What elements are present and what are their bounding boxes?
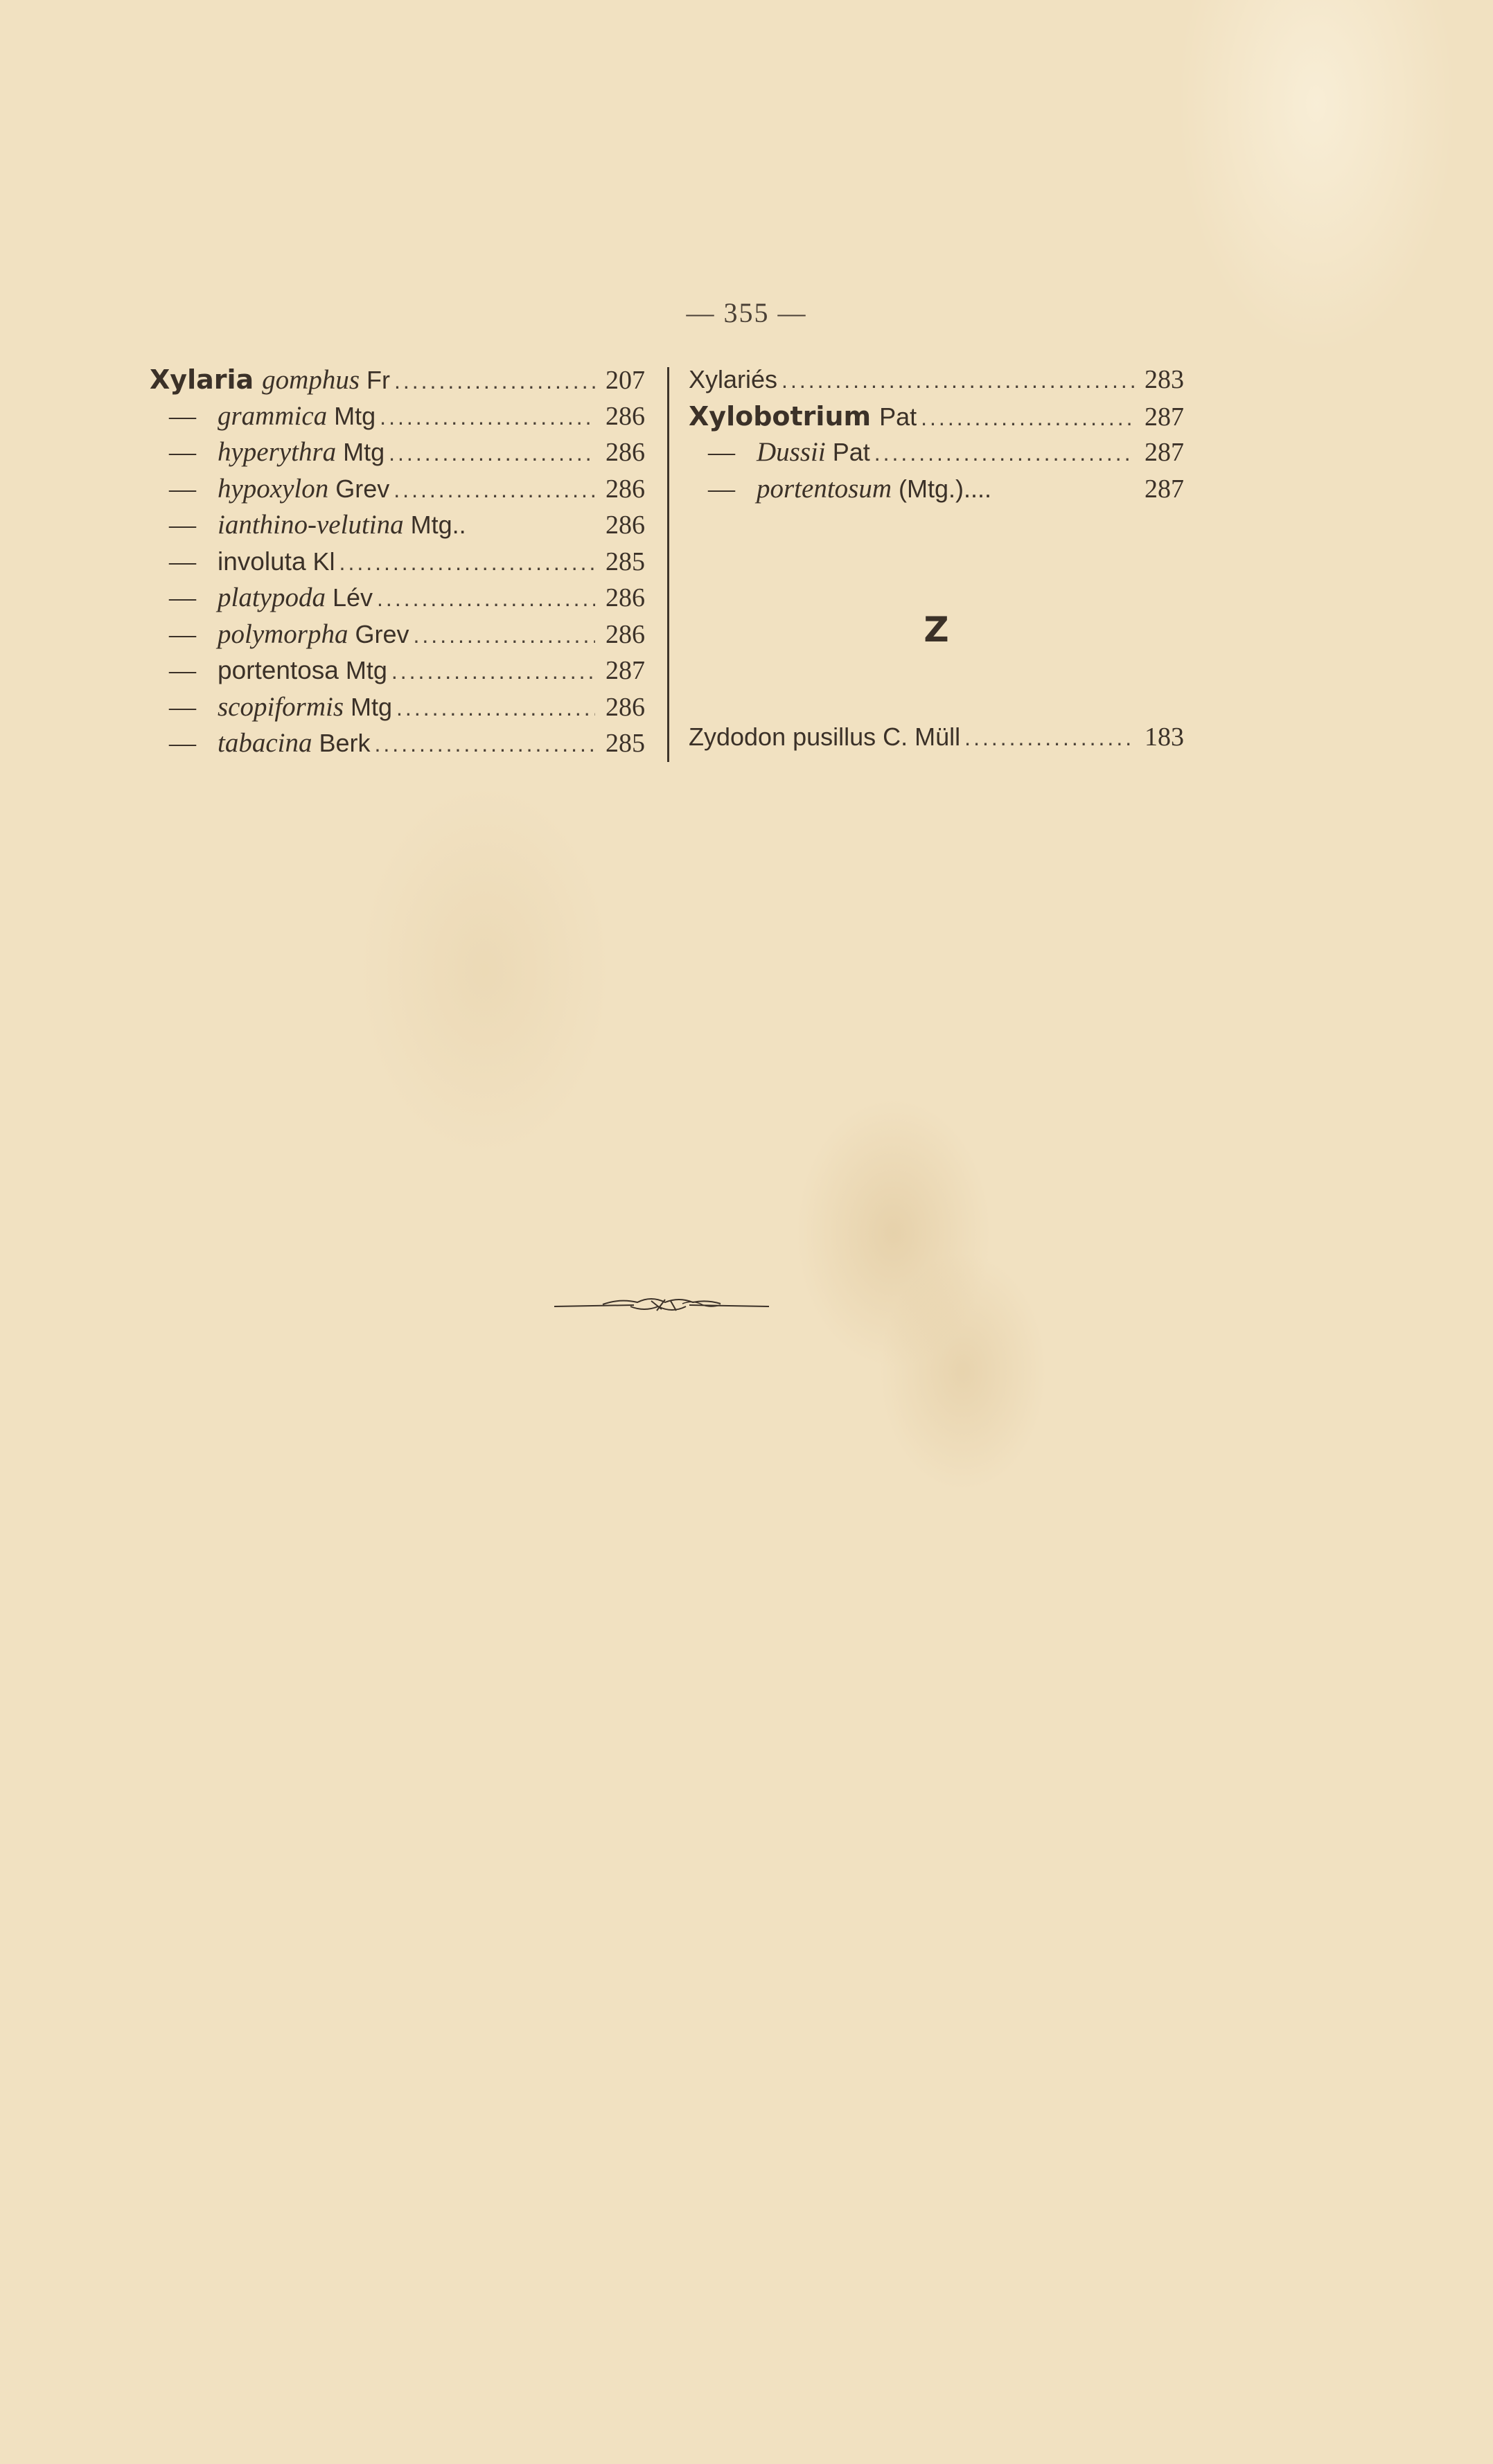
page-ref: 286 [606, 619, 645, 649]
ditto-dash: — [169, 510, 196, 540]
index-column-left [150, 362, 645, 762]
index-column-right [689, 362, 1184, 507]
species-name: Dussii [757, 437, 826, 467]
author-abbrev: Mtg [334, 401, 376, 430]
author-abbrev: Mtg [343, 438, 385, 466]
entry-name: Zydodon pusillus C. Müll [689, 723, 961, 751]
species-name: polymorpha [218, 619, 348, 649]
species-name: hypoxylon [218, 473, 329, 504]
ditto-dash: — [169, 619, 196, 649]
index-entry [150, 580, 645, 617]
author-abbrev: Lév [332, 583, 373, 612]
page-ref: 286 [606, 438, 645, 467]
page-ref: 286 [606, 474, 645, 504]
ditto-dash: — [708, 437, 735, 467]
index-entry [150, 362, 645, 398]
index-entry [150, 653, 645, 689]
species-name: gomphus [262, 365, 360, 395]
z-section [689, 719, 1184, 756]
page-ref: 287 [606, 656, 645, 685]
species-name: grammica [218, 400, 328, 431]
ditto-dash: — [708, 473, 735, 504]
dot-leader [394, 472, 595, 508]
end-ornament-icon [554, 1290, 769, 1318]
page-number: — 355 — [686, 297, 807, 328]
page-ref: 283 [1145, 365, 1184, 394]
author-abbrev: Grev [355, 619, 409, 648]
ditto-dash: — [169, 400, 196, 431]
species-name: hyperythra [218, 437, 337, 467]
author-abbrev: Pat [832, 438, 870, 466]
page-ref: 285 [606, 547, 645, 576]
index-entry [150, 471, 645, 508]
dot-leader [380, 399, 595, 435]
dot-leader [391, 653, 595, 689]
species-name: platypoda [218, 583, 326, 612]
genus-name: Xylobotrium [689, 400, 872, 432]
dot-leader [377, 580, 595, 617]
species-name: scopiformis [218, 691, 344, 722]
ditto-dash: — [169, 546, 196, 576]
author-abbrev: Mtg.. [410, 511, 466, 539]
column-divider [667, 367, 669, 762]
ditto-dash: — [169, 691, 196, 722]
author-abbrev: Mtg [345, 656, 387, 684]
species-name: portentosa [218, 656, 339, 684]
index-entry [150, 544, 645, 580]
index-entry [150, 725, 645, 762]
dot-leader [375, 726, 595, 762]
index-entry [689, 362, 1184, 398]
index-entry [689, 719, 1184, 756]
index-entry [150, 617, 645, 653]
species-name: ianthino-velutina [218, 510, 404, 540]
dot-leader [396, 690, 595, 726]
page-ref: 183 [1145, 723, 1184, 752]
ditto-dash: — [169, 728, 196, 758]
dot-leader [339, 544, 595, 580]
author-abbrev: Berk [319, 729, 371, 757]
species-name: tabacina [218, 728, 312, 758]
page-ref: 286 [606, 511, 645, 540]
species-name: involuta [218, 547, 306, 576]
page-ref: 286 [606, 401, 645, 431]
ditto-dash: — [169, 655, 196, 685]
ditto-dash: — [169, 583, 196, 612]
ditto-dash: — [169, 437, 196, 467]
dot-leader [389, 435, 595, 471]
dot-leader [921, 400, 1134, 436]
index-entry [150, 689, 645, 726]
section-letter: Z [924, 610, 949, 650]
author-abbrev: (Mtg.).... [899, 474, 991, 503]
index-entry [689, 471, 1184, 508]
genus-name: Xylaria [150, 364, 254, 395]
author-abbrev: Pat [879, 402, 917, 431]
index-entry [150, 398, 645, 435]
author-abbrev: Kl [312, 547, 335, 576]
page-ref: 287 [1145, 438, 1184, 467]
ditto-dash: — [169, 473, 196, 504]
page-ref: 286 [606, 583, 645, 612]
dot-leader [414, 617, 595, 653]
entry-name: Xylariés [689, 365, 778, 393]
author-abbrev: Fr [366, 366, 390, 394]
dot-leader [874, 435, 1134, 471]
index-entry [150, 434, 645, 471]
page-ref: 207 [606, 366, 645, 395]
dot-leader [781, 362, 1134, 398]
index-entry [689, 434, 1184, 471]
page-ref: 287 [1145, 402, 1184, 432]
author-abbrev: Mtg [351, 692, 393, 721]
index-entry [150, 507, 645, 544]
dot-leader [394, 363, 595, 399]
author-abbrev: Grev [335, 474, 390, 503]
species-name: portentosum [757, 473, 892, 504]
page-ref: 286 [606, 692, 645, 722]
index-entry [689, 398, 1184, 435]
page-ref: 287 [1145, 474, 1184, 504]
dot-leader [964, 720, 1134, 756]
page-ref: 285 [606, 729, 645, 758]
